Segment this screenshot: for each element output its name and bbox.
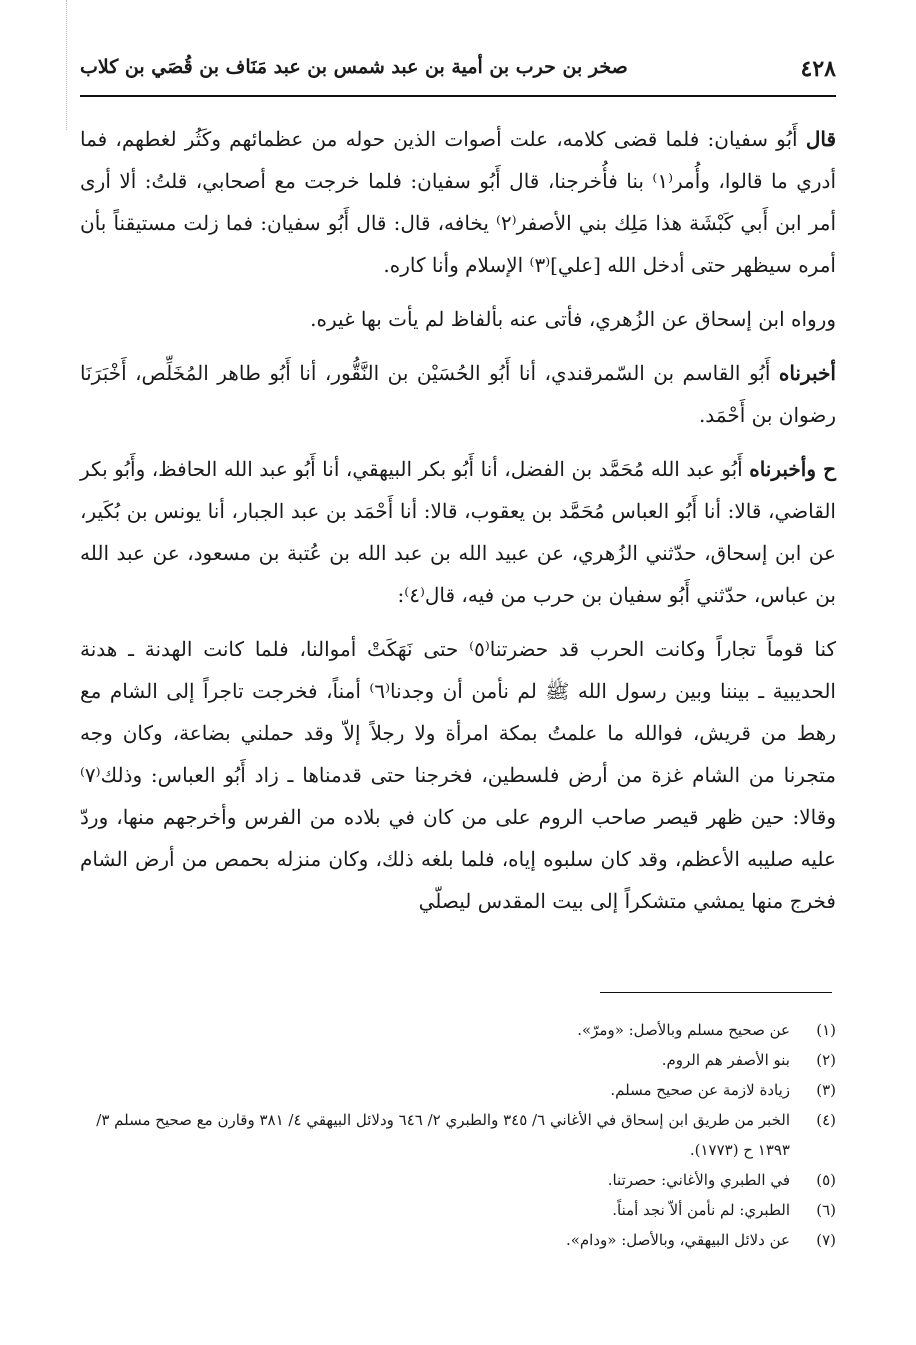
paragraph-lead: ح وأخبرناه — [749, 457, 836, 481]
running-title: صخر بن حرب بن أمية بن عبد شمس بن عبد مَنَاف بن قُصَي بن كلاب — [80, 56, 628, 78]
footnote-text: الخبر من طريق ابن إسحاق في الأغاني ٦/ ٣٤٥ والطبري ٢/ ٦٤٦ ودلائل البيهقي ٤/ ٣٨١ وقارن مع صحيح مسلم ٣/ ١٣٩٣ ح (١٧٧٣). — [96, 1111, 790, 1159]
margin-guide-line — [66, 0, 67, 130]
paragraph-text: كنا قوماً تجاراً وكانت الحرب قد حضرتنا⁽٥⁾ حتى نَهَكَتْ أموالنا، فلما كانت الهدنة ـ هدنة الحديبية ـ بيننا وبين رسول الله ﷺ لم نأمن أن وجدنا⁽٦⁾ أمناً، فخرجت تاجراً إلى الشام مع رهط من قريش، فوالله ما علمتُ بمكة امرأة ولا رجلاً إلاّ وقد حملني بضاعة، وكان وجه متجرنا من الشام غزة من أرض فلسطين، فخرجنا حتى قدمناها ـ زاد أَبُو العباس: وذلك⁽٧⁾ وقالا: حين ظهر قيصر صاحب الروم على من كان في بلاده من الفرس وأخرجهم منها، وردّ عليه صليبه الأعظم، وقد كان سلبوه إياه، فلما بلغه ذلك، وكان منزله بحمص من أرض الشام فخرج منها يمشي متشكراً إلى بيت المقدس ليصلّي — [80, 637, 837, 913]
footnote-separator — [600, 992, 832, 993]
paragraph-text: أَبُو عبد الله مُحَمَّد بن الفضل، أنا أَبُو بكر البيهقي، أنا أَبُو عبد الله الحافظ، وأَبُو بكر القاضي، قالا: أنا أَبُو العباس مُحَمَّد بن يعقوب، قالا: أنا أَحْمَد بن عبد الجبار، أنا يونس بن بُكَير، عن ابن إسحاق، حدّثني الزُهري، عن عبيد الله بن عبد الله بن عُتبة بن مسعود، عن عبد الله بن عباس، حدّثني أَبُو سفيان بن حرب من فيه، قال⁽٤⁾: — [80, 457, 836, 607]
footnote — [80, 1225, 836, 1255]
footnote-number: (٢) — [816, 1051, 836, 1069]
header-rule — [80, 95, 836, 97]
paragraph-lead: أخبرناه — [778, 361, 836, 385]
footnote-number: (٥) — [816, 1171, 836, 1189]
page-number: ٤٢٨ — [800, 56, 836, 82]
footnote-text: عن دلائل البيهقي، وبالأصل: «ودام». — [565, 1231, 790, 1249]
paragraph — [80, 118, 836, 286]
footnote — [80, 1015, 836, 1045]
page-header — [80, 50, 836, 90]
footnote — [80, 1165, 836, 1195]
footnote-number: (٣) — [816, 1081, 836, 1099]
footnote-text: زيادة لازمة عن صحيح مسلم. — [610, 1081, 790, 1099]
footnotes — [80, 1015, 836, 1255]
footnote-text: في الطبري والأغاني: حصرتنا. — [607, 1171, 790, 1189]
footnote — [80, 1105, 836, 1165]
footnote-text: الطبري: لم نأمن ألاّ نجد أمناً. — [612, 1201, 790, 1219]
footnote-text: بنو الأصفر هم الروم. — [661, 1051, 790, 1069]
paragraph-text: أَبُو القاسم بن السّمرقندي، أنا أَبُو الحُسَيْن بن النَّقُّور، أنا أَبُو طاهر المُخَلِّص، أَخْبَرَنَا رضوان بن أَحْمَد. — [80, 361, 836, 427]
paragraph — [80, 298, 836, 340]
footnote-number: (٤) — [816, 1111, 836, 1129]
paragraph-text: أَبُو سفيان: فلما قضى كلامه، علت أصوات الذين حوله من عظمائهم وكَثُر لغطهم، فما أدري ما قالوا، وأُمر⁽١⁾ بنا فأُخرجنا، قال أَبُو سفيان: فلما خرجت مع أصحابي، قلتُ: ألا أرى أمر ابن أَبي كَبْشَة هذا مَلِك بني الأصفر⁽٢⁾ يخافه، قال: قال أَبُو سفيان: فما زلت مستيقناً بأن أمره سيظهر حتى أدخل الله [علي]⁽٣⁾ الإسلام وأنا كاره. — [80, 127, 837, 277]
paragraph-text: ورواه ابن إسحاق عن الزُهري، فأتى عنه بألفاظ لم يأت بها غيره. — [310, 307, 836, 331]
paragraph — [80, 448, 836, 616]
footnote — [80, 1075, 836, 1105]
footnote — [80, 1195, 836, 1225]
footnote-number: (٧) — [816, 1231, 836, 1249]
footnote-number: (١) — [816, 1021, 836, 1039]
paragraph — [80, 628, 836, 922]
paragraph — [80, 352, 836, 436]
footnote-text: عن صحيح مسلم وبالأصل: «ومرّ». — [577, 1021, 790, 1039]
footnote — [80, 1045, 836, 1075]
footnote-number: (٦) — [816, 1201, 836, 1219]
paragraph-lead: قال — [805, 127, 836, 151]
main-text — [80, 118, 836, 934]
